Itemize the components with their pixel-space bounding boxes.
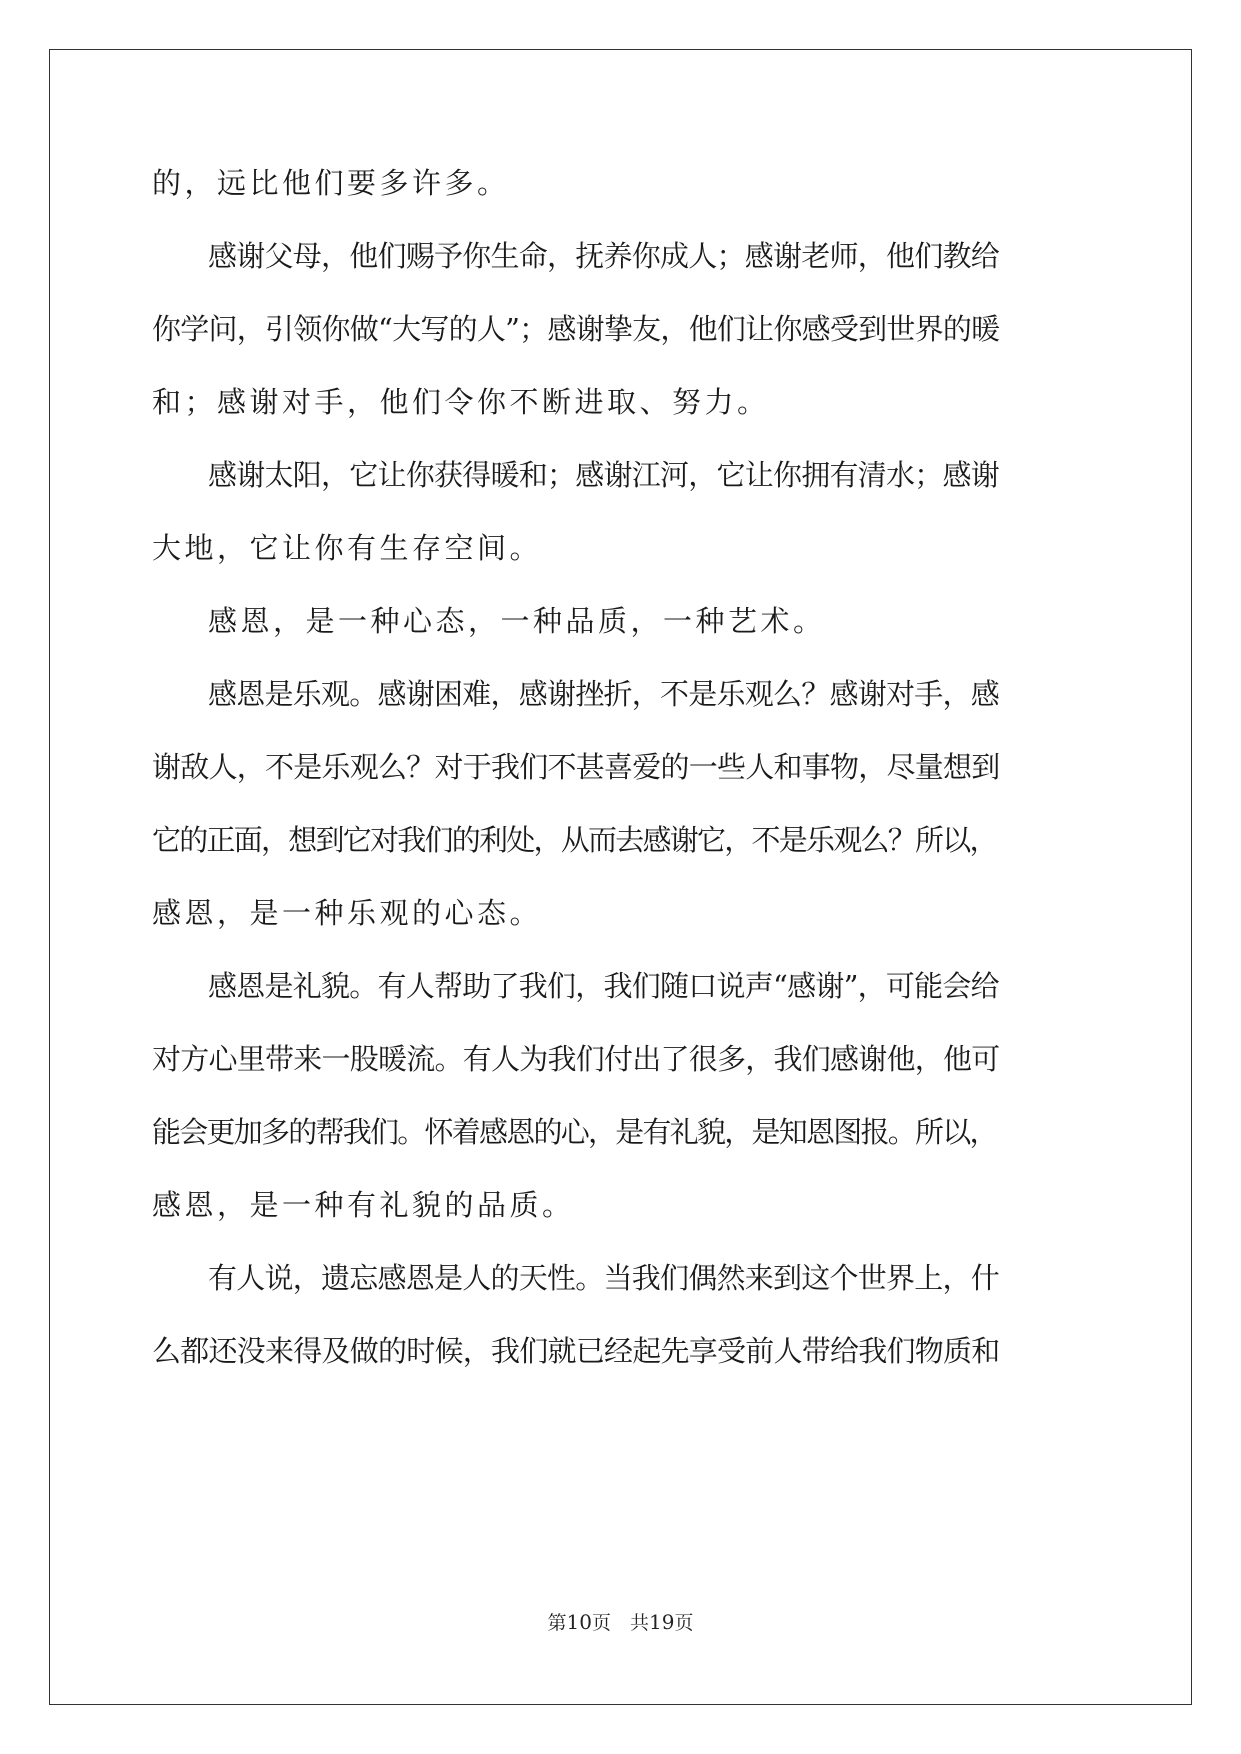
text-line: 么都还没来得及做的时候，我们就已经起先享受前人带给我们物质和 — [152, 1334, 1000, 1368]
text-line: 的，远比他们要多许多。 — [152, 166, 510, 200]
text-line: 它的正面，想到它对我们的利处，从而去感谢它，不是乐观么？所以， — [152, 823, 997, 857]
total-pages-number: 19 — [649, 1610, 675, 1634]
text-line: 大地，它让你有生存空间。 — [152, 531, 543, 565]
text-line: 感恩是乐观。感谢困难，感谢挫折，不是乐观么？感谢对手，感 — [208, 677, 1000, 711]
text-line: 感恩，是一种心态，一种品质，一种艺术。 — [208, 604, 826, 638]
text-line: 能会更加多的帮我们。怀着感恩的心，是有礼貌，是知恩图报。所以， — [152, 1115, 997, 1149]
text-line: 和；感谢对手，他们令你不断进取、努力。 — [152, 385, 770, 419]
text-line: 有人说，遗忘感恩是人的天性。当我们偶然来到这个世界上，什 — [208, 1261, 1000, 1295]
page-footer — [0, 1610, 1241, 1635]
text-line: 感恩，是一种有礼貌的品质。 — [152, 1188, 575, 1222]
text-line: 谢敌人，不是乐观么？对于我们不甚喜爱的一些人和事物，尽量想到 — [152, 750, 1000, 784]
footer-prefix: 第 — [547, 1612, 567, 1634]
text-line: 感谢太阳，它让你获得暖和；感谢江河，它让你拥有清水；感谢 — [208, 458, 1000, 492]
text-line: 感恩，是一种乐观的心态。 — [152, 896, 543, 930]
text-line: 你学问，引领你做“大写的人”；感谢挚友，他们让你感受到世界的暖 — [152, 312, 1000, 346]
page-border — [49, 49, 1192, 1705]
footer-suffix: 页 — [674, 1612, 694, 1634]
current-page-number: 10 — [566, 1610, 592, 1634]
footer-mid: 页 共 — [591, 1612, 649, 1634]
text-line: 感恩是礼貌。有人帮助了我们，我们随口说声“感谢”，可能会给 — [208, 969, 999, 1003]
text-line: 感谢父母，他们赐予你生命，抚养你成人；感谢老师，他们教给 — [208, 239, 1000, 273]
text-line: 对方心里带来一股暖流。有人为我们付出了很多，我们感谢他，他可 — [152, 1042, 1000, 1076]
